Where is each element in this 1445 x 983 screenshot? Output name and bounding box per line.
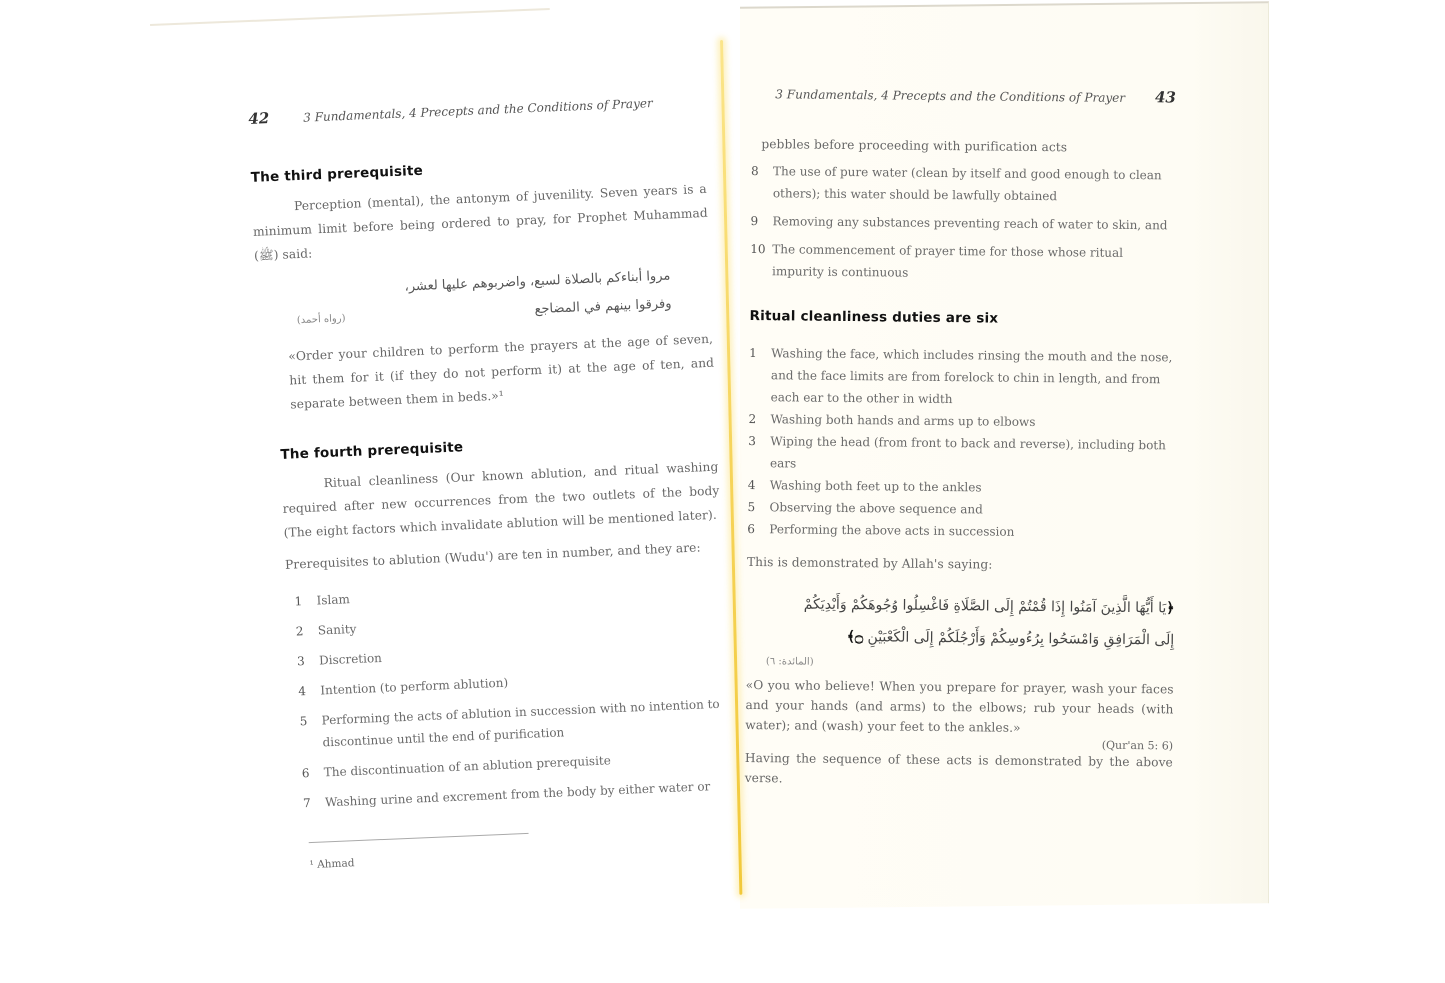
quran-line-1: ﴿يَا أَيُّهَا الَّذِينَ آمَنُوا إِذَا قُمْتُمْ إِلَى الصَّلَاةِ فَاغْسِلُوا وُجُوهَكُمْ وَأَيْدِيَكُمْ	[803, 596, 1175, 617]
hadith-arabic-line-2: وفرقوا بينهم في المضاجع	[534, 296, 672, 318]
quran-line-2: إِلَى الْمَرَافِقِ وَامْسَحُوا بِرُءُوسِكُمْ وَأَرْجُلَكُمْ إِلَى الْكَعْبَيْنِ ۝﴾	[846, 629, 1175, 649]
list-item: 5 Performing the acts of ablution in succession with no intention to discontinue until the end of purification	[299, 696, 720, 750]
quran-translation-ref: (Qur'an 5: 6)	[1101, 738, 1174, 753]
hadith-source: (رواه أحمد)	[296, 313, 346, 327]
verse-end-marker: ۝	[854, 629, 864, 646]
list-item: 6 The discontinuation of an ablution prerequisite	[301, 753, 612, 781]
fourth-prerequisite-paragraph: Ritual cleanliness (Our known ablution, and ritual washing required after new occurrences from the two outlets of the body (The eight factors which invalidate ablution will be mentioned later).	[282, 459, 720, 540]
ablution-prerequisites-list	[268, 573, 732, 816]
footnote: ¹ Ahmad	[309, 857, 355, 872]
list-item: 2 Washing both hands and arms up to elbows	[748, 411, 1036, 429]
left-running-head	[248, 91, 703, 128]
ritual-cleanliness-duties-heading: Ritual cleanliness duties are six	[749, 307, 999, 327]
right-running-head	[752, 84, 1180, 106]
right-running-head-title: 3 Fundamentals, 4 Precepts and the Conditions of Prayer	[775, 87, 1126, 105]
list-item: 3 Discretion	[296, 650, 383, 669]
hadith-translation: «Order your children to perform the prayers at the age of seven, hit them for it (if they do not perform it) at the age of ten, and separate between them in beds.»¹	[288, 331, 715, 412]
right-page	[745, 84, 1180, 792]
list-item: 10 The commencement of prayer time for those whose ritual impurity is continuous	[750, 241, 1124, 280]
quran-source: (المائدة: ٦)	[765, 656, 814, 668]
list-item: 7 Washing urine and excrement from the body by either water or	[302, 779, 711, 811]
list-item: 8 The use of pure water (clean by itself and good enough to clean others); this water should be lawfully obtained	[751, 163, 1162, 204]
list-item: 4 Intention (to perform ablution)	[298, 675, 509, 699]
list-item: 5 Observing the above sequence and	[747, 499, 983, 517]
right-page-number: 43	[1154, 88, 1176, 107]
quran-translation: «O you who believe! When you prepare for prayer, wash your faces and your hands (and arms) to the elbows; rub your heads (with water); and (wash) your feet to the ankles.»	[745, 677, 1174, 735]
list-item: 2 Sanity	[295, 621, 357, 639]
hadith-arabic-line-1: مروا أبناءكم بالصلاة لسبع، واضربوهم عليها لعشر،	[404, 268, 671, 295]
list-item: 9 Removing any substances preventing reach of water to skin, and	[750, 213, 1168, 233]
third-prerequisite-heading: The third prerequisite	[250, 162, 424, 186]
list-item: 3 Wiping the head (from front to back and reverse), including both ears	[748, 433, 1166, 471]
left-page-top-edge	[150, 8, 551, 50]
left-running-head-title: 3 Fundamentals, 4 Precepts and the Conditions of Prayer	[302, 96, 653, 125]
list-item: 4 Washing both feet up to the ankles	[747, 477, 982, 495]
fourth-prerequisite-heading: The fourth prerequisite	[280, 439, 464, 463]
quran-verse	[746, 588, 1175, 656]
ablution-prerequisites-list-continued	[750, 160, 1179, 286]
footnote-divider	[309, 833, 529, 843]
list-item: 1 Islam	[294, 592, 351, 609]
continuation-text: pebbles before proceeding with purification acts	[761, 137, 1068, 155]
closing-paragraph: Having the sequence of these acts is demonstrated by the above verse.	[744, 750, 1173, 786]
list-item: 6 Performing the above acts in succession	[747, 521, 1015, 539]
third-prerequisite-paragraph: Perception (mental), the antonym of juvenility. Seven years is a minimum limit before being ordered to pray, for Prophet Muhammad (ﷺ) said:	[252, 181, 709, 263]
left-page-number: 42	[248, 109, 270, 128]
list-item: 1 Washing the face, which includes rinsing the mouth and the nose, and the face limits are from forelock to chin in length, and from each ear to the other in width	[749, 345, 1173, 407]
ablution-prerequisites-intro: Prerequisites to ablution (Wudu') are ten in number, and they are:	[284, 540, 701, 572]
ritual-cleanliness-duties-list	[747, 342, 1177, 544]
left-page	[248, 91, 735, 872]
evidence-intro: This is demonstrated by Allah's saying:	[746, 554, 993, 572]
